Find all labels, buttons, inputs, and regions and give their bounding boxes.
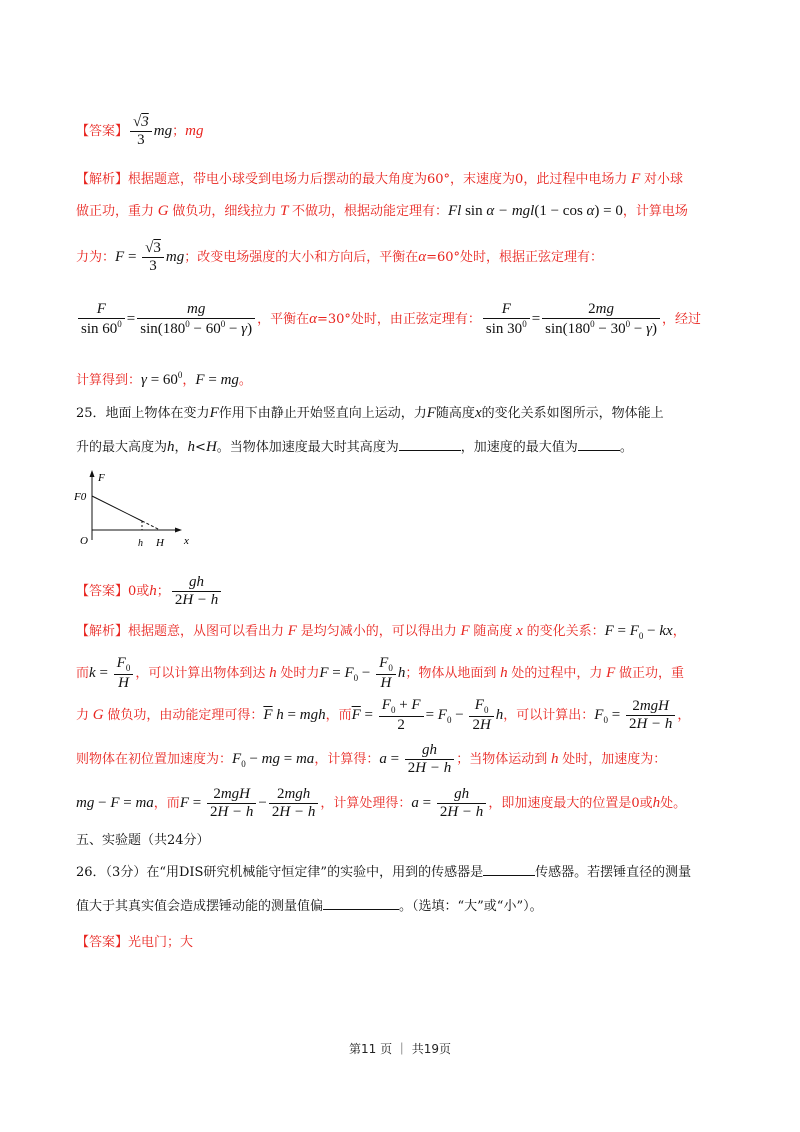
answer-label: 【答案】: [76, 935, 129, 950]
y-axis-arrow-icon: [90, 470, 95, 477]
formula-answer-accel: $\frac{gh}{2H - h}$: [170, 583, 223, 599]
formula-sine-law-2: $\frac{F}{\sin 30^0}$ = $\frac{2mg}{\sin(180^0 - 30^0 - \gamma)}$: [481, 311, 662, 327]
answer-24: 【答案】 $\frac{√3}{3}$ mg；mg: [76, 113, 204, 149]
answer-label: 【答案】: [76, 124, 129, 139]
question-25-line1: 25．地面上物体在变力F作用下由静止开始竖直向上运动，力F随高度x的变化关系如图所示，物体能上: [76, 405, 664, 421]
answer-25: 【答案】0或h； $\frac{gh}{2H - h}$: [76, 572, 740, 611]
solution-25-line2: 而k = $\frac{F_0}{H}$ ，可以计算出物体到达 h 处时力$F = F_0$ − $\frac{F_0}{H}$ h；物体从地面到 h 处的过程中，力 F 做正功，重: [76, 655, 685, 691]
answer-blank-acceleration[interactable]: [578, 436, 620, 451]
answer-blank-height[interactable]: [399, 436, 461, 451]
axis-label-F: F: [98, 472, 105, 484]
solution-25-line4: 则物体在初位置加速度为：$F_0$ − mg = ma，计算得：a = $\frac{gh}{2H - h}$ ；当物体运动到 h 处时，加速度为：: [76, 741, 667, 777]
question-number: 25．: [76, 406, 106, 421]
answer-label: 【答案】: [76, 584, 129, 599]
solution-25-line3: 力 G 做负功，由动能定理可得：$\overline{F}$ h = mgh，而$\overline{F}$ = $\frac{F_0 + F}{2}$ = $F_0$ − $\frac{F_0}{2H}$ h，可以计算出：$F_0$ = $\frac{\text{2mgH}}{2H - h}$ ，: [76, 697, 691, 733]
force-line: [92, 496, 142, 521]
h-label: h: [138, 538, 143, 549]
solution-24-line2: 做正功，重力 G 做负功，细线拉力 T 不做功，根据动能定理有：Fl sin α − mgl(1 − cos α) = 0，计算电场: [76, 203, 688, 219]
origin-label: O: [80, 535, 88, 547]
formula-F: F = $\frac{√3}{3}$ mg: [115, 239, 185, 275]
section-heading: 五、实验题（共24分）: [76, 833, 210, 848]
question-26-line2: 值大于其真实值会造成摆锤动能的测量值偏 。（选填：“大”或“小”）。: [76, 888, 740, 926]
page-footer: 第11 页 ｜ 共19页: [349, 1042, 451, 1056]
force-height-graph: [70, 468, 200, 552]
answer-value: 光电门；大: [128, 935, 194, 950]
formula-energy-theorem: Fl sin α − mgl(1 − cos α) = 0: [447, 203, 623, 219]
formula-sine-law-1: $\frac{F}{\sin 60^0}$ = $\frac{mg}{\sin(180^0 - 60^0 - \gamma)}$: [76, 311, 257, 327]
solution-25-line5: mg − F = ma，而F = $\frac{\text{2mgH}}{2H - h}$ − $\frac{\text{2mgh}}{2H - h}$ ，计算处理得：a = $\frac{gh}{2H - h}$ ，即加速度最大的位置是0或h处。: [76, 785, 687, 821]
f0-label: F0: [74, 491, 87, 503]
answer-value-mg: mg: [185, 123, 204, 139]
solution-24-line3: 力为：F = $\frac{√3}{3}$ mg；改变电场强度的大小和方向后，平衡在α=60°处时，根据正弦定理有：: [76, 239, 604, 275]
answer-blank-bias[interactable]: [323, 895, 399, 910]
answer-blank-sensor[interactable]: [483, 861, 535, 876]
solution-25-line1: 【解析】根据题意，从图可以看出力 F 是均匀减小的，可以得出力 F 随高度 x 的变化关系：$F = F_0$ − kx，: [76, 623, 686, 641]
question-26-line1: 26．（3分）在“用DIS研究机械能守恒定律”的实验中，用到的传感器是 传感器。若摆锤直径的测量: [76, 854, 740, 892]
solution-label: 【解析】: [76, 624, 129, 639]
answer-26: [76, 924, 740, 962]
question-25-line2: 升的最大高度为h，h<H。当物体加速度最大时其高度为 ，加速度的最大值为 。: [76, 428, 740, 467]
formula-sqrt3-over-3-mg: $\frac{√3}{3}$ mg: [128, 123, 172, 139]
solution-24-line5: 计算得到：$\gamma = 60^0$，F = mg。: [76, 370, 252, 388]
force-line-dashed: [142, 521, 160, 530]
axis-label-x: x: [184, 535, 189, 547]
solution-24-line4: $\frac{F}{\sin 60^0}$ = $\frac{mg}{\sin(180^0 - 60^0 - \gamma)}$ ，平衡在α=30°处时，由正弦定理有： $\frac{F}{\sin 30^0}$ = $\frac{2mg}{\sin(180^0 - 30^0 - \gamma)}$ ，经过: [76, 300, 740, 339]
solution-label: 【解析】: [76, 172, 129, 187]
H-label: H: [156, 537, 164, 549]
solution-24-line1: 【解析】根据题意，带电小球受到电场力后摆动的最大角度为60°，末速度为0，此过程中电场力 F 对小球: [76, 171, 684, 187]
x-axis-arrow-icon: [175, 528, 182, 533]
question-number: 26．: [76, 865, 106, 880]
